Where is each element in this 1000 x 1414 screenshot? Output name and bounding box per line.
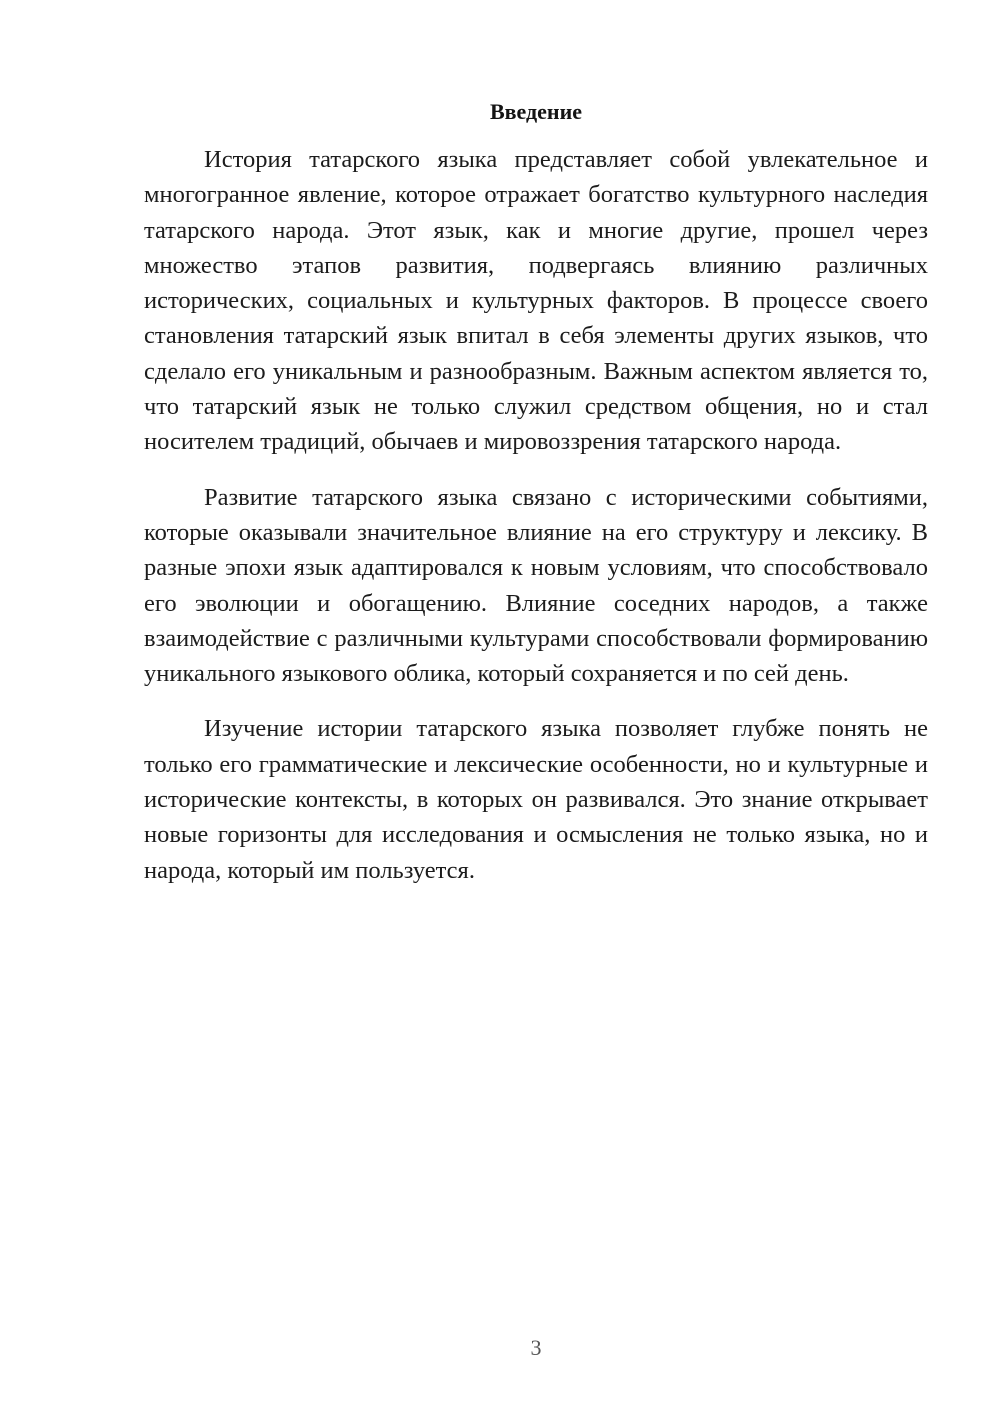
body-text	[144, 142, 928, 908]
page-number: 3	[530, 1335, 542, 1360]
paragraph-3: Изучение истории татарского языка позволяет глубже понять не только его грамматические и лексические особенности, но и культурные и исторические контексты, в которых он развивался. Это знание открывает новые горизонты для исследования и осмысления не только языка, но и народа, который им пользуется.	[144, 715, 928, 884]
paragraph-2: Развитие татарского языка связано с историческими событиями, которые оказывали значительное влияние на его структуру и лексику. В разные эпохи язык адаптировался к новым условиям, что способствовало его эволюции и обогащению. Влияние соседних народов, а также взаимодействие с различными культурами способствовали формированию уникального языкового облика, который сохраняется и по сей день.	[144, 483, 928, 688]
page-title: Введение	[489, 99, 583, 124]
paragraph-1: История татарского языка представляет собой увлекательное и многогранное явление, которое отражает богатство культурного наследия татарского народа. Этот язык, как и многие другие, прошел через множество этапов развития, подвергаясь влиянию различных исторических, социальных и культурных факторов. В процессе своего становления татарский язык впитал в себя элементы других языков, что сделало его уникальным и разнообразным. Важным аспектом является то, что татарский язык не только служил средством общения, но и стал носителем традиций, обычаев и мировоззрения татарского народа.	[144, 146, 928, 456]
